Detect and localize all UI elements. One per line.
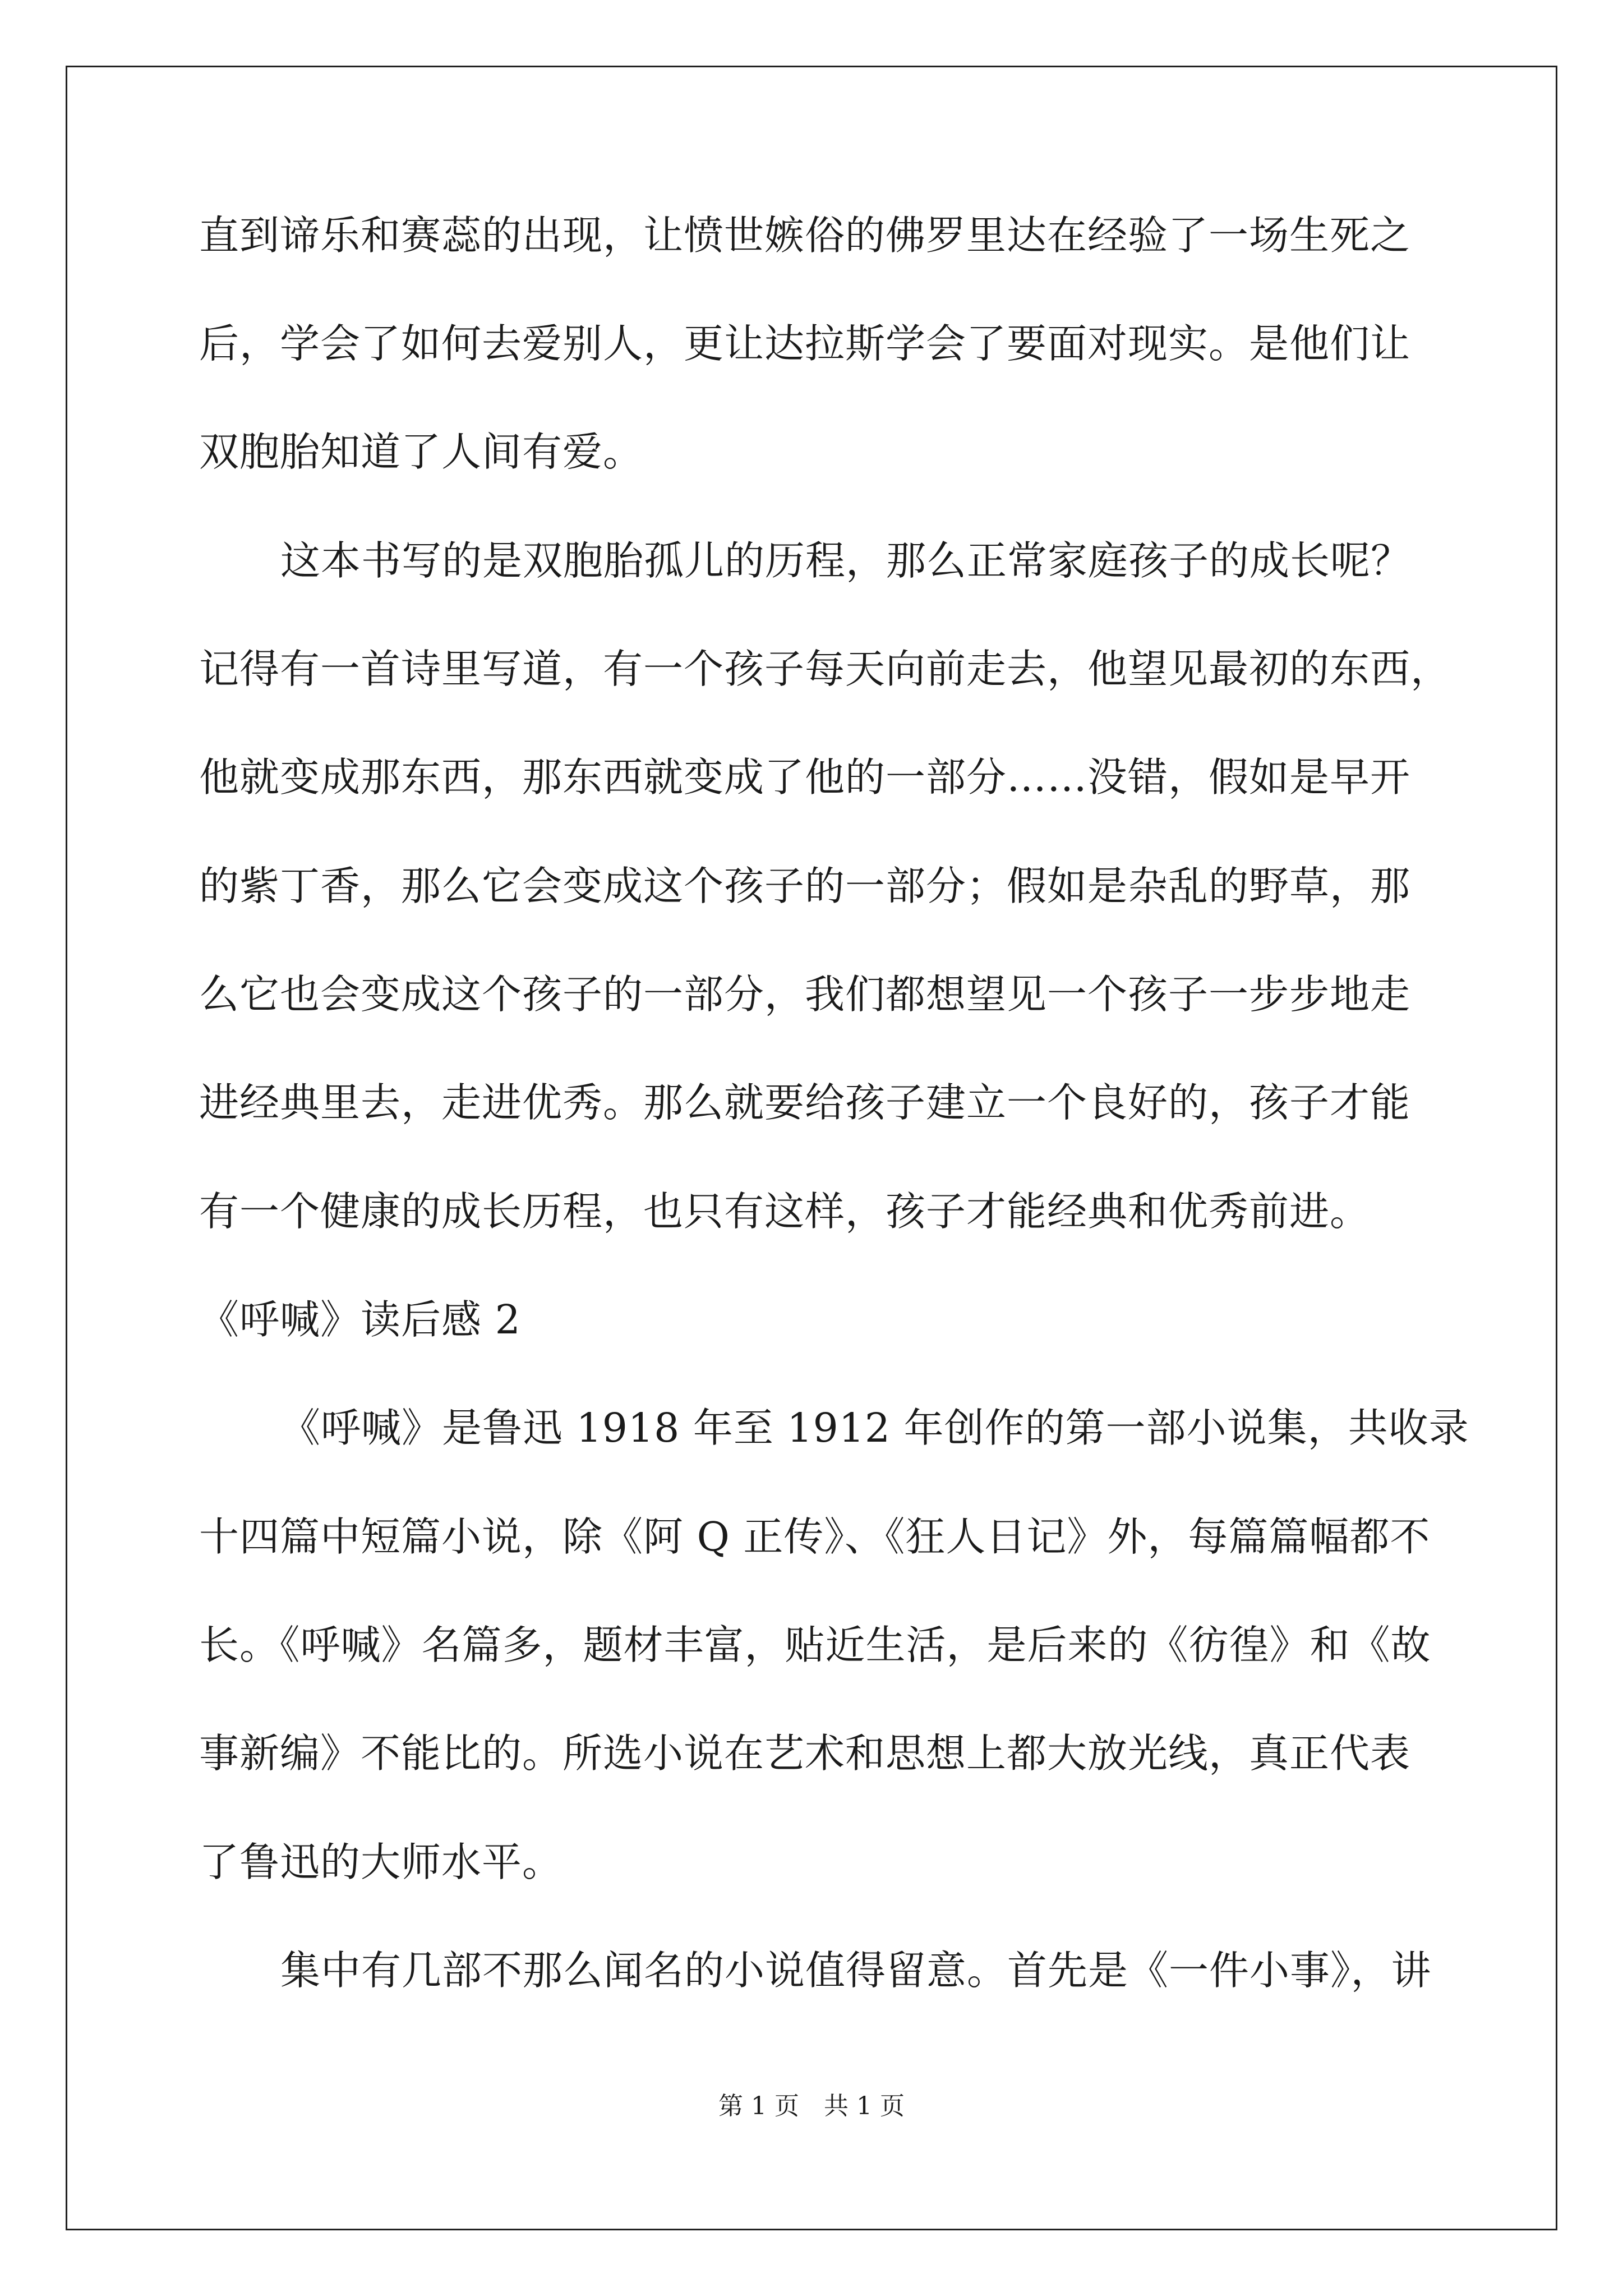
paragraph-line: 双胞胎知道了人间有爱。 [199, 429, 644, 475]
paragraph-line: 集中有几部不那么闻名的小说值得留意。首先是《一件小事》，讲 [280, 1947, 1432, 1994]
paragraph-line: 的紫丁香，那么它会变成这个孩子的一部分；假如是杂乱的野草，那 [199, 863, 1411, 909]
paragraph-line: 进经典里去，走进优秀。那么就要给孩子建立一个良好的，孩子才能 [199, 1079, 1411, 1126]
paragraph-line: 他就变成那东西，那东西就变成了他的一部分……没错，假如是早开 [199, 754, 1411, 800]
paragraph-line: 这本书写的是双胞胎孤儿的历程，那么正常家庭孩子的成长呢？ [280, 537, 1412, 584]
page-footer: 第 1 页 共 1 页 [718, 2092, 905, 2120]
paragraph-line: 后，学会了如何去爱别人，更让达拉斯学会了要面对现实。是他们让 [199, 320, 1411, 367]
paragraph-line: 事新编》不能比的。所选小说在艺术和思想上都大放光线，真正代表 [199, 1730, 1411, 1777]
paragraph-line: 直到谛乐和赛蕊的出现，让愤世嫉俗的佛罗里达在经验了一场生死之 [199, 212, 1411, 259]
paragraph-line: 记得有一首诗里写道，有一个孩子每天向前走去，他望见最初的东西， [199, 646, 1451, 692]
paragraph-line: 了鲁迅的大师水平。 [199, 1839, 563, 1885]
paragraph-line: 长。《呼喊》名篇多，题材丰富，贴近生活，是后来的《彷徨》和《故 [199, 1622, 1431, 1668]
section-heading: 《呼喊》读后感 2 [199, 1296, 521, 1343]
paragraph-line: 有一个健康的成长历程，也只有这样，孩子才能经典和优秀前进。 [199, 1188, 1371, 1235]
paragraph-line: 十四篇中短篇小说，除《阿 Q 正传》、《狂人日记》外，每篇篇幅都不 [199, 1513, 1431, 1560]
paragraph-line: 么它也会变成这个孩子的一部分，我们都想望见一个孩子一步步地走 [199, 971, 1411, 1018]
page-border [66, 66, 1557, 2230]
paragraph-line: 《呼喊》是鲁迅 1918 年至 1912 年创作的第一部小说集，共收录 [280, 1405, 1469, 1451]
